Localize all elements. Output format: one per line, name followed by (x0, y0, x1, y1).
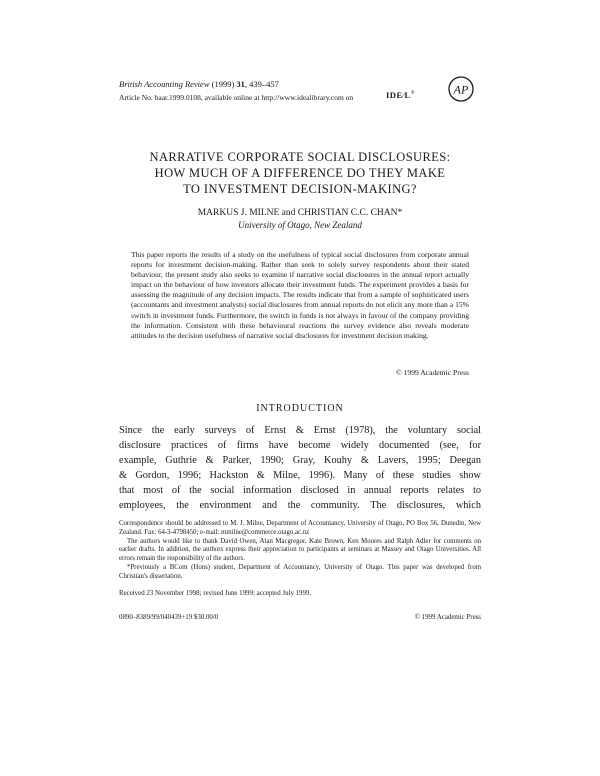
title-line-3: TO INVESTMENT DECISION-MAKING? (183, 182, 417, 196)
author-names: MARKUS J. MILNE and CHRISTIAN C.C. CHAN* (197, 208, 403, 218)
introduction-body (119, 425, 481, 515)
footnotes (119, 520, 481, 582)
abstract-text: This paper reports the results of a study on the usefulness of typical social disclosures from corporate annual reports for investment decision-making. Rather than seek to solely survey respondents about their stated behaviour, the present study also seeks to examine if narrative social disclosures in the annual report actually impact on the behaviour of how investors allocate their investment funds. The experiment provides a basis for assessing the magnitude of any decision impacts. The results indicate that from a sample of sophisticated users (accountants and investment analysts) social disclosures from annual reports do not elicit any more than a 15% switch in investment funds. Furthermore, the switch in funds is not always in favour of the company providing the information. Consistent with these behavioural reactions the survey evidence also reveals moderate attitudes to the decision usefulness of narrative social disclosures for investment decision making. (131, 250, 469, 340)
abstract-copyright: © 1999 Academic Press (395, 368, 469, 377)
footnote-acknowledgements: The authors would like to thank David Owen, Alan Macgregor, Kate Brown, Ken Moores and Ralph Adler for comments on earlier drafts. In addition, the authors express their appreciation to participants at seminars at Massey and Otago Universities. All errors remain the responsibility of the authors. (119, 537, 481, 563)
received-dates: Received 23 November 1998; revised June 1999; accepted July 1999. (119, 590, 312, 597)
footer-copyright: © 1999 Academic Press (414, 614, 481, 621)
intro-line: Since the early surveys of Ernst & Ernst (1978), the voluntary social (119, 425, 481, 436)
academic-press-logo-icon (448, 76, 474, 102)
intro-line: that most of the social information disclosed in annual reports relates to (119, 485, 481, 496)
article-availability: Article No. baar.1999.0108, available online at http://www.idealibrary.com on (119, 93, 354, 102)
intro-line: & Gordon, 1996; Hackston & Milne, 1996). Many of these studies show (119, 470, 481, 481)
issn-line: 0890–8389/99/040439+19 $30.00/0 (119, 614, 219, 621)
title-line-1: NARRATIVE CORPORATE SOCIAL DISCLOSURES: (149, 150, 451, 164)
ideal-logo (386, 90, 415, 100)
ap-logo-text: AP (453, 82, 469, 97)
title-line-2: HOW MUCH OF A DIFFERENCE DO THEY MAKE (154, 166, 446, 180)
journal-name: British Accounting Review (119, 79, 210, 89)
journal-year: (1999) (211, 79, 235, 89)
journal-volume: 31 (236, 79, 245, 89)
footnote-student-note: *Previously a BCom (Hons) student, Department of Accountancy, University of Otago. This paper was developed from Christian's dissertation. (119, 563, 481, 580)
footnote-correspondence: Correspondence should be addressed to M. J. Milne, Department of Accountancy, University of Otago, PO Box 56, Dunedin, New Zealand. Fax: 64-3-4798450; e-mail: mmilne@commerce.otago.ac.nz (119, 520, 481, 536)
section-heading-introduction: INTRODUCTION (256, 403, 344, 414)
journal-citation (119, 79, 279, 89)
author-affiliation: University of Otago, New Zealand (238, 220, 362, 230)
registered-mark: ® (410, 91, 416, 97)
intro-line: disclosure practices of firms have become widely documented (see, for (119, 440, 481, 451)
abstract (131, 250, 469, 341)
journal-pages: , 439–457 (244, 79, 279, 89)
ideal-logo-text: IDE⁄L (386, 90, 411, 100)
intro-line: example, Guthrie & Parker, 1990; Gray, Kouhy & Lavers, 1995; Deegan (119, 455, 481, 466)
intro-line: employees, the environment and the community. The disclosures, which (119, 500, 481, 511)
